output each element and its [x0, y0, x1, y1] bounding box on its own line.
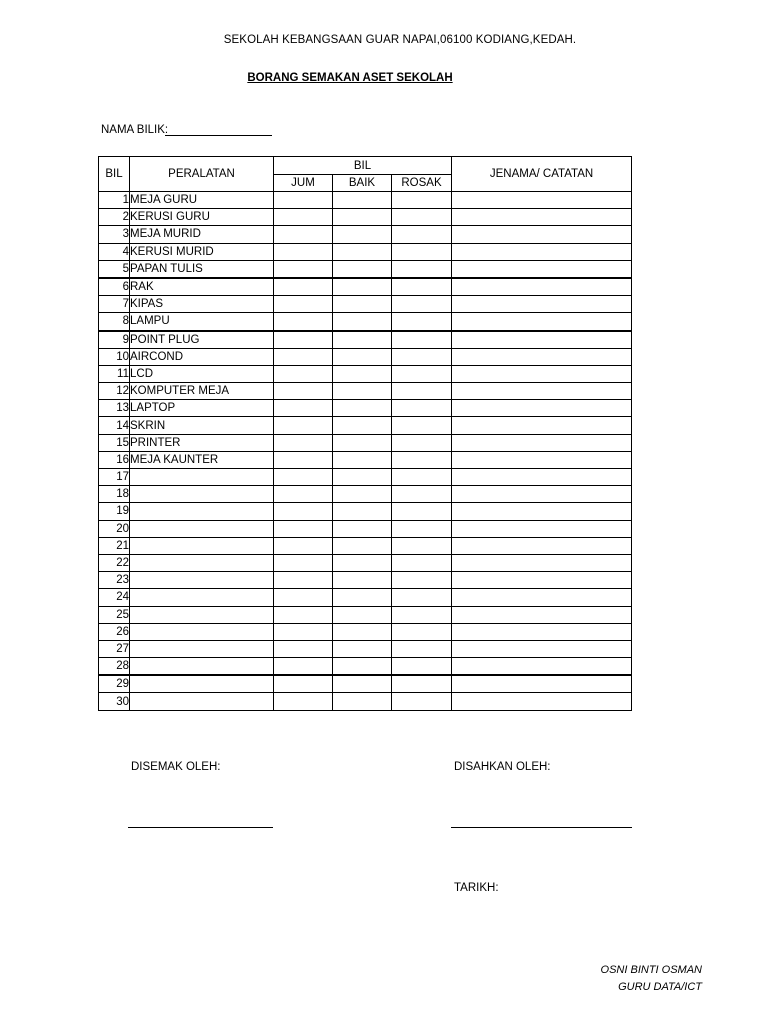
row-equipment: KIPAS	[130, 296, 274, 313]
header-bil: BIL	[99, 157, 130, 192]
rosak-cell[interactable]	[392, 348, 452, 365]
disahkan-label: DISAHKAN OLEH:	[454, 761, 551, 773]
table-row	[99, 572, 632, 589]
table-row	[99, 417, 632, 434]
baik-cell[interactable]	[333, 226, 392, 243]
rosak-cell[interactable]	[392, 589, 452, 606]
baik-cell[interactable]	[333, 434, 392, 451]
jenama-cell[interactable]	[452, 383, 632, 400]
table-row	[99, 658, 632, 676]
row-equipment	[130, 572, 274, 589]
jenama-cell[interactable]	[452, 572, 632, 589]
jum-cell[interactable]	[274, 226, 333, 243]
row-equipment: KOMPUTER MEJA	[130, 383, 274, 400]
rosak-cell[interactable]	[392, 693, 452, 710]
rosak-cell[interactable]	[392, 537, 452, 554]
table-row	[99, 434, 632, 451]
table-row	[99, 365, 632, 382]
jum-cell[interactable]	[274, 469, 333, 486]
rosak-cell[interactable]	[392, 400, 452, 417]
baik-cell[interactable]	[333, 486, 392, 503]
row-equipment: RAK	[130, 278, 274, 296]
rosak-cell[interactable]	[392, 520, 452, 537]
row-number: 25	[99, 606, 130, 623]
rosak-cell[interactable]	[392, 469, 452, 486]
rosak-cell[interactable]	[392, 226, 452, 243]
jum-cell[interactable]	[274, 365, 333, 382]
jum-cell[interactable]	[274, 623, 333, 640]
row-equipment	[130, 606, 274, 623]
baik-cell[interactable]	[333, 209, 392, 226]
rosak-cell[interactable]	[392, 572, 452, 589]
rosak-cell[interactable]	[392, 209, 452, 226]
row-number: 6	[99, 278, 130, 296]
jum-cell[interactable]	[274, 296, 333, 313]
baik-cell[interactable]	[333, 296, 392, 313]
row-equipment: AIRCOND	[130, 348, 274, 365]
table-row	[99, 313, 632, 331]
jenama-cell[interactable]	[452, 554, 632, 571]
row-equipment	[130, 554, 274, 571]
row-number: 24	[99, 589, 130, 606]
row-equipment: PRINTER	[130, 434, 274, 451]
table-row	[99, 209, 632, 226]
table-row	[99, 675, 632, 693]
row-number: 16	[99, 451, 130, 468]
header-rosak: ROSAK	[392, 175, 452, 192]
table-row	[99, 469, 632, 486]
jenama-cell[interactable]	[452, 348, 632, 365]
row-number: 8	[99, 313, 130, 331]
jum-cell[interactable]	[274, 331, 333, 349]
table-row	[99, 486, 632, 503]
rosak-cell[interactable]	[392, 434, 452, 451]
jum-cell[interactable]	[274, 451, 333, 468]
rosak-cell[interactable]	[392, 486, 452, 503]
rosak-cell[interactable]	[392, 260, 452, 278]
baik-cell[interactable]	[333, 417, 392, 434]
row-equipment	[130, 486, 274, 503]
row-equipment: KERUSI GURU	[130, 209, 274, 226]
row-equipment	[130, 693, 274, 710]
table-row	[99, 243, 632, 260]
row-number: 4	[99, 243, 130, 260]
jenama-cell[interactable]	[452, 623, 632, 640]
baik-cell[interactable]	[333, 400, 392, 417]
jenama-cell[interactable]	[452, 260, 632, 278]
rosak-cell[interactable]	[392, 554, 452, 571]
jenama-cell[interactable]	[452, 503, 632, 520]
jum-cell[interactable]	[274, 658, 333, 676]
row-equipment: LAMPU	[130, 313, 274, 331]
jenama-cell[interactable]	[452, 537, 632, 554]
table-row	[99, 537, 632, 554]
row-equipment	[130, 469, 274, 486]
row-number: 30	[99, 693, 130, 710]
row-equipment: SKRIN	[130, 417, 274, 434]
table-row	[99, 400, 632, 417]
jenama-cell[interactable]	[452, 675, 632, 693]
baik-cell[interactable]	[333, 693, 392, 710]
jenama-cell[interactable]	[452, 331, 632, 349]
rosak-cell[interactable]	[392, 278, 452, 296]
baik-cell[interactable]	[333, 331, 392, 349]
baik-cell[interactable]	[333, 348, 392, 365]
table-row	[99, 226, 632, 243]
table-row	[99, 451, 632, 468]
disemak-label: DISEMAK OLEH:	[131, 761, 221, 773]
jenama-cell[interactable]	[452, 296, 632, 313]
table-row	[99, 693, 632, 710]
form-title: BORANG SEMAKAN ASET SEKOLAH	[247, 72, 453, 84]
baik-cell[interactable]	[333, 313, 392, 331]
baik-cell[interactable]	[333, 192, 392, 209]
room-name-field[interactable]	[165, 135, 272, 136]
jum-cell[interactable]	[274, 260, 333, 278]
row-equipment	[130, 675, 274, 693]
jenama-cell[interactable]	[452, 313, 632, 331]
row-number: 22	[99, 554, 130, 571]
jenama-cell[interactable]	[452, 469, 632, 486]
table-row	[99, 260, 632, 278]
jenama-cell[interactable]	[452, 365, 632, 382]
table-row	[99, 383, 632, 400]
jum-cell[interactable]	[274, 503, 333, 520]
jenama-cell[interactable]	[452, 243, 632, 260]
jum-cell[interactable]	[274, 589, 333, 606]
row-number: 27	[99, 640, 130, 657]
jum-cell[interactable]	[274, 537, 333, 554]
rosak-cell[interactable]	[392, 331, 452, 349]
jenama-cell[interactable]	[452, 400, 632, 417]
row-number: 10	[99, 348, 130, 365]
row-equipment	[130, 658, 274, 676]
row-equipment	[130, 520, 274, 537]
header-peralatan: PERALATAN	[130, 157, 274, 192]
jum-cell[interactable]	[274, 606, 333, 623]
row-number: 14	[99, 417, 130, 434]
row-equipment: KERUSI MURID	[130, 243, 274, 260]
row-equipment: MEJA MURID	[130, 226, 274, 243]
table-row	[99, 331, 632, 349]
jum-cell[interactable]	[274, 554, 333, 571]
jenama-cell[interactable]	[452, 192, 632, 209]
row-number: 29	[99, 675, 130, 693]
rosak-cell[interactable]	[392, 243, 452, 260]
jum-cell[interactable]	[274, 209, 333, 226]
rosak-cell[interactable]	[392, 606, 452, 623]
row-number: 20	[99, 520, 130, 537]
row-number: 5	[99, 260, 130, 278]
row-number: 23	[99, 572, 130, 589]
baik-cell[interactable]	[333, 451, 392, 468]
baik-cell[interactable]	[333, 658, 392, 676]
row-equipment	[130, 640, 274, 657]
row-equipment	[130, 537, 274, 554]
baik-cell[interactable]	[333, 554, 392, 571]
jenama-cell[interactable]	[452, 226, 632, 243]
row-number: 28	[99, 658, 130, 676]
baik-cell[interactable]	[333, 640, 392, 657]
jenama-cell[interactable]	[452, 606, 632, 623]
asset-table	[98, 156, 632, 711]
teacher-name: OSNI BINTI OSMAN	[600, 964, 702, 976]
jenama-cell[interactable]	[452, 693, 632, 710]
rosak-cell[interactable]	[392, 365, 452, 382]
baik-cell[interactable]	[333, 383, 392, 400]
jum-cell[interactable]	[274, 278, 333, 296]
row-number: 11	[99, 365, 130, 382]
row-number: 15	[99, 434, 130, 451]
asset-table-body	[99, 192, 632, 711]
row-number: 2	[99, 209, 130, 226]
table-row	[99, 623, 632, 640]
row-equipment	[130, 589, 274, 606]
baik-cell[interactable]	[333, 589, 392, 606]
header-jum: JUM	[274, 175, 333, 192]
row-number: 9	[99, 331, 130, 349]
jum-cell[interactable]	[274, 400, 333, 417]
school-address: SEKOLAH KEBANGSAAN GUAR NAPAI,06100 KODIANG,KEDAH.	[223, 34, 577, 46]
row-equipment: LCD	[130, 365, 274, 382]
baik-cell[interactable]	[333, 365, 392, 382]
jenama-cell[interactable]	[452, 658, 632, 676]
baik-cell[interactable]	[333, 675, 392, 693]
row-equipment	[130, 503, 274, 520]
table-row	[99, 503, 632, 520]
rosak-cell[interactable]	[392, 313, 452, 331]
table-row	[99, 554, 632, 571]
jenama-cell[interactable]	[452, 434, 632, 451]
baik-cell[interactable]	[333, 469, 392, 486]
rosak-cell[interactable]	[392, 658, 452, 676]
row-number: 18	[99, 486, 130, 503]
baik-cell[interactable]	[333, 278, 392, 296]
jum-cell[interactable]	[274, 348, 333, 365]
jum-cell[interactable]	[274, 640, 333, 657]
header-baik: BAIK	[333, 175, 392, 192]
baik-cell[interactable]	[333, 606, 392, 623]
rosak-cell[interactable]	[392, 503, 452, 520]
table-row	[99, 278, 632, 296]
row-number: 21	[99, 537, 130, 554]
baik-cell[interactable]	[333, 623, 392, 640]
row-number: 17	[99, 469, 130, 486]
jum-cell[interactable]	[274, 417, 333, 434]
jum-cell[interactable]	[274, 486, 333, 503]
teacher-role: GURU DATA/ICT	[618, 981, 702, 993]
row-number: 13	[99, 400, 130, 417]
table-row	[99, 640, 632, 657]
jum-cell[interactable]	[274, 313, 333, 331]
row-number: 26	[99, 623, 130, 640]
disahkan-signature-line[interactable]	[451, 827, 632, 828]
rosak-cell[interactable]	[392, 623, 452, 640]
row-number: 19	[99, 503, 130, 520]
header-jenama-catatan: JENAMA/ CATATAN	[452, 157, 632, 192]
table-row	[99, 520, 632, 537]
rosak-cell[interactable]	[392, 417, 452, 434]
rosak-cell[interactable]	[392, 296, 452, 313]
jum-cell[interactable]	[274, 192, 333, 209]
baik-cell[interactable]	[333, 243, 392, 260]
jenama-cell[interactable]	[452, 486, 632, 503]
baik-cell[interactable]	[333, 260, 392, 278]
jenama-cell[interactable]	[452, 417, 632, 434]
row-number: 7	[99, 296, 130, 313]
row-number: 12	[99, 383, 130, 400]
jum-cell[interactable]	[274, 434, 333, 451]
rosak-cell[interactable]	[392, 675, 452, 693]
rosak-cell[interactable]	[392, 451, 452, 468]
jum-cell[interactable]	[274, 693, 333, 710]
jenama-cell[interactable]	[452, 451, 632, 468]
room-name-label: NAMA BILIK:	[101, 124, 169, 136]
table-row	[99, 348, 632, 365]
jenama-cell[interactable]	[452, 640, 632, 657]
row-equipment	[130, 623, 274, 640]
jum-cell[interactable]	[274, 572, 333, 589]
header-bil-group: BIL	[274, 157, 452, 175]
jenama-cell[interactable]	[452, 209, 632, 226]
jum-cell[interactable]	[274, 520, 333, 537]
jenama-cell[interactable]	[452, 278, 632, 296]
jenama-cell[interactable]	[452, 589, 632, 606]
row-number: 1	[99, 192, 130, 209]
table-row	[99, 589, 632, 606]
disemak-signature-line[interactable]	[128, 827, 273, 828]
baik-cell[interactable]	[333, 572, 392, 589]
table-row	[99, 296, 632, 313]
row-equipment: POINT PLUG	[130, 331, 274, 349]
baik-cell[interactable]	[333, 537, 392, 554]
jenama-cell[interactable]	[452, 520, 632, 537]
table-row	[99, 192, 632, 209]
jum-cell[interactable]	[274, 383, 333, 400]
rosak-cell[interactable]	[392, 383, 452, 400]
jum-cell[interactable]	[274, 243, 333, 260]
rosak-cell[interactable]	[392, 192, 452, 209]
baik-cell[interactable]	[333, 520, 392, 537]
row-equipment: LAPTOP	[130, 400, 274, 417]
row-equipment: MEJA GURU	[130, 192, 274, 209]
rosak-cell[interactable]	[392, 640, 452, 657]
jum-cell[interactable]	[274, 675, 333, 693]
baik-cell[interactable]	[333, 503, 392, 520]
table-row	[99, 606, 632, 623]
tarikh-label: TARIKH:	[454, 882, 499, 894]
row-number: 3	[99, 226, 130, 243]
row-equipment: PAPAN TULIS	[130, 260, 274, 278]
row-equipment: MEJA KAUNTER	[130, 451, 274, 468]
